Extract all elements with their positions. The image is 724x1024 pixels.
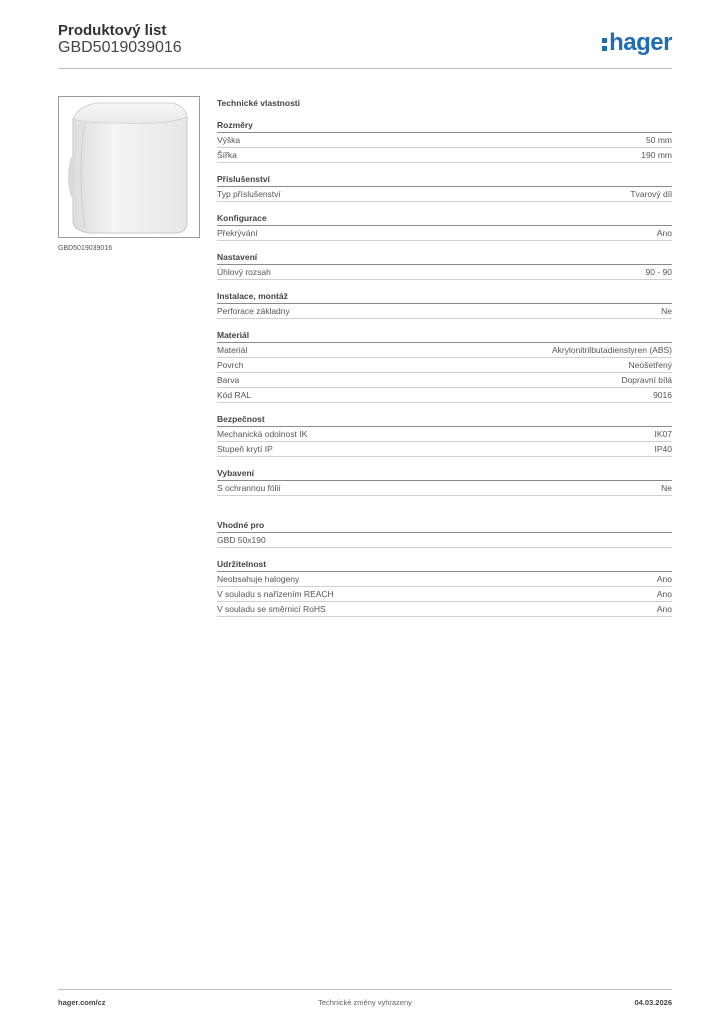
spec-value: 90 - 90 [645,267,672,277]
spec-label: Úhlový rozsah [217,267,271,277]
spec-label: Výška [217,135,241,145]
spec-value: Dopravní bílá [621,375,672,385]
spec-label: Perforace základny [217,306,290,316]
section-title: Vhodné pro [217,518,672,533]
spec-value: 9016 [653,390,672,400]
end-cap-illustration [59,97,199,237]
spec-row [217,304,672,319]
spec-label: Překrývání [217,228,258,238]
product-code: GBD5019039016 [58,39,182,56]
spec-row [217,427,672,442]
section-accessories [217,172,672,202]
spec-value: 190 mm [641,150,672,160]
spec-row [217,265,672,280]
spec-row [217,148,672,163]
spec-label: V souladu se směrnicí RoHS [217,604,326,614]
spec-value: IP40 [654,444,672,454]
spec-row [217,388,672,403]
document-date: 04.03.2026 [634,998,672,1007]
section-title: Udržitelnost [217,557,672,572]
spec-row [217,358,672,373]
spec-label: Kód RAL [217,390,252,400]
section-title: Vybavení [217,466,672,481]
technical-specs [217,96,672,626]
spec-row [217,373,672,388]
spec-value: Neošetřený [628,360,672,370]
spec-row [217,587,672,602]
image-caption: GBD5019039016 [58,245,113,252]
spec-label: Mechanická odolnost IK [217,429,308,439]
section-settings [217,250,672,280]
spec-label: Barva [217,375,240,385]
spec-value: Ne [661,306,672,316]
spec-label: S ochrannou fólií [217,483,281,493]
section-title: Konfigurace [217,211,672,226]
section-title: Příslušenství [217,172,672,187]
logo-text: hager [609,29,672,56]
section-installation [217,289,672,319]
spec-row [217,133,672,148]
spec-label: Neobsahuje halogeny [217,574,300,584]
spec-label: Stupeň krytí IP [217,444,273,454]
spec-label: Šířka [217,150,237,160]
spec-value: IK07 [654,429,672,439]
spec-label: Materiál [217,345,248,355]
section-title: Rozměry [217,118,672,133]
spec-label: Povrch [217,360,244,370]
header-divider [58,68,672,69]
product-image [58,96,200,238]
spec-row [217,343,672,358]
website-link[interactable]: hager.com/cz [58,998,106,1007]
spec-row [217,481,672,496]
specs-heading: Technické vlastnosti [217,98,300,108]
spec-value: Ano [656,589,672,599]
spec-label: GBD 50x190 [217,535,266,545]
spec-label: V souladu s nařízením REACH [217,589,334,599]
spec-row [217,442,672,457]
section-dimensions [217,118,672,163]
spec-row [217,602,672,617]
footer-divider [58,989,672,990]
section-configuration [217,211,672,241]
spec-row [217,187,672,202]
spec-value: Akrylonitrilbutadienstyren (ABS) [552,345,672,355]
spec-value: Ano [656,228,672,238]
page-footer [58,998,672,1010]
logo-mark-icon [602,34,607,52]
section-equipment [217,466,672,496]
spec-value: Ne [661,483,672,493]
spec-value: Ano [656,604,672,614]
spec-label: Typ příslušenství [217,189,281,199]
section-material [217,328,672,403]
section-sustainability [217,557,672,617]
page-header [58,22,672,68]
section-title: Materiál [217,328,672,343]
section-suitable-for [217,518,672,548]
section-title: Nastavení [217,250,672,265]
spec-row [217,533,672,548]
section-title: Bezpečnost [217,412,672,427]
spec-row [217,572,672,587]
document-title: Produktový list [58,22,167,39]
spec-value: Ano [656,574,672,584]
spec-value: Tvarový díl [630,189,672,199]
spec-row [217,226,672,241]
section-title: Instalace, montáž [217,289,672,304]
section-safety [217,412,672,457]
footer-note: Technické změny vyhrazeny [318,998,412,1007]
spec-value: 50 mm [646,135,672,145]
hager-logo[interactable] [602,29,672,57]
